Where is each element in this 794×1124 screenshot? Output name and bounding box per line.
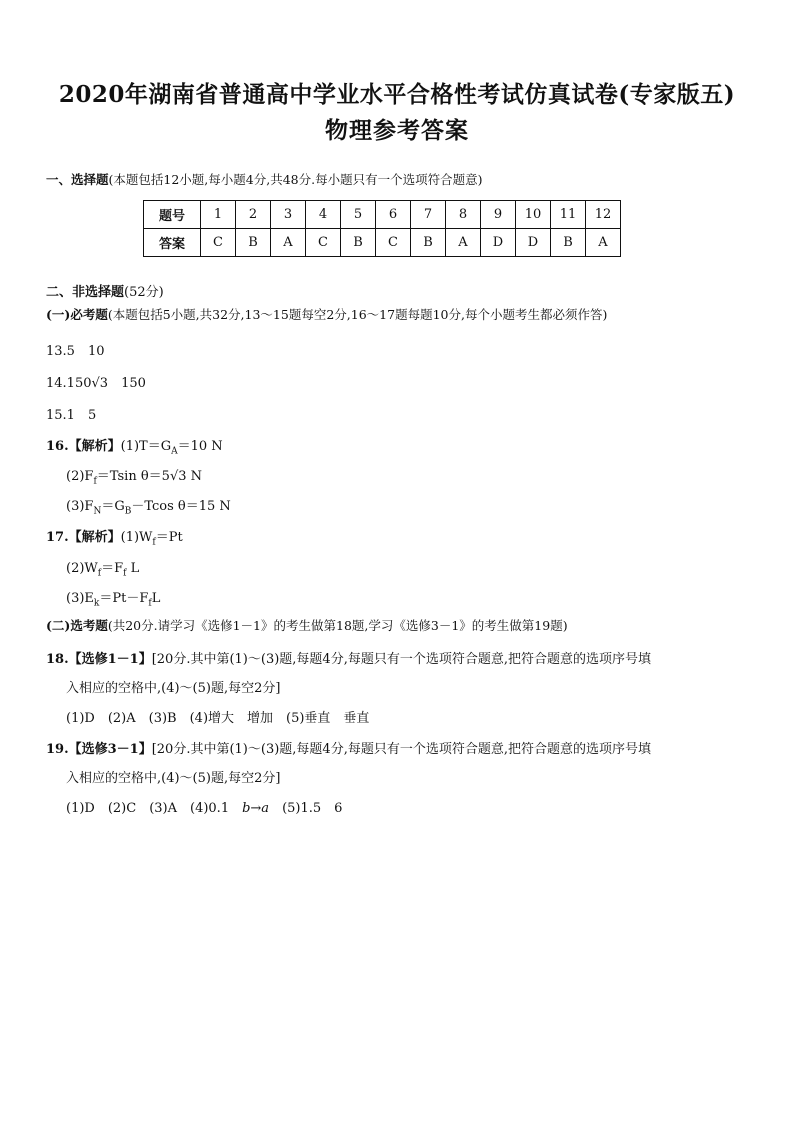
table-cell: C: [376, 229, 411, 257]
formula-subscript: f: [93, 476, 97, 487]
table-cell: 8: [446, 201, 481, 229]
answer-17-part3: [66, 587, 160, 609]
table-cell: D: [516, 229, 551, 257]
required-header: [46, 305, 607, 323]
answer-13: 13.5 10: [46, 344, 105, 359]
formula-subscript: f: [152, 537, 156, 548]
answer-key-title: 物理参考答案: [325, 117, 469, 144]
exam-title: 2020年湖南省普通高中学业水平合格性考试仿真试卷(专家版五): [58, 81, 736, 108]
table-cell: 7: [411, 201, 446, 229]
table-cell: B: [551, 229, 586, 257]
section1-header: [46, 170, 482, 188]
table-cell: 10: [516, 201, 551, 229]
answer-table: [143, 200, 621, 257]
table-row-numbers: [144, 201, 621, 229]
table-cell: 6: [376, 201, 411, 229]
formula-text: (3)F: [66, 499, 94, 514]
formula-text: ＝F: [101, 561, 124, 576]
formula-subscript: f: [148, 598, 152, 609]
answer-16-label: 16.【解析】: [46, 439, 121, 454]
answer-19-answers-a: (1)D (2)C (3)A (4)0.1: [66, 801, 243, 816]
formula-text: L: [126, 561, 140, 576]
section1-heading: 一、选择题: [46, 172, 109, 187]
table-cell: B: [411, 229, 446, 257]
answer-19-answers-b: (5)1.5 6: [269, 801, 343, 816]
table-header-number: 题号: [144, 201, 201, 229]
table-cell: B: [236, 229, 271, 257]
answer-19-desc: [20分.其中第(1)～(3)题,每题4分,每题只有一个选项符合题意,把符合题意的选项序号填: [151, 742, 651, 757]
elective-heading: (二)选考题: [46, 618, 108, 633]
answer-19-desc2: 入相应的空格中,(4)～(5)题,每空2分]: [66, 771, 281, 786]
answer-19-answers: [66, 797, 342, 816]
formula-text: －Tcos θ＝15 N: [131, 499, 231, 514]
answer-18-desc2: 入相应的空格中,(4)～(5)题,每空2分]: [66, 681, 281, 696]
answer-14-prefix: 14.150: [46, 376, 92, 391]
table-cell: 12: [586, 201, 621, 229]
answer-19-label: 19.【选修3－1】: [46, 742, 152, 757]
formula-subscript: f: [97, 568, 102, 579]
answer-18-label: 18.【选修1－1】: [46, 652, 152, 667]
table-cell: 11: [551, 201, 586, 229]
table-cell: 2: [236, 201, 271, 229]
formula-text: (1)W: [120, 530, 153, 545]
formula-subscript: B: [124, 506, 132, 517]
table-header-answer: 答案: [144, 229, 201, 257]
formula-text: (3)E: [66, 591, 94, 606]
table-cell: 9: [481, 201, 516, 229]
answer-17-part1: [46, 526, 183, 548]
formula-text: ＝G: [101, 499, 125, 514]
answer-16-part3: [66, 495, 231, 517]
table-cell: B: [341, 229, 376, 257]
section1-note: (本题包括12小题,每小题4分,共48分.每小题只有一个选项符合题意): [108, 172, 483, 187]
answer-16-part1: [46, 435, 223, 457]
section2-score: (52分): [124, 285, 164, 300]
answer-16-part2: [66, 465, 202, 487]
answer-19-direction: b→a: [242, 801, 270, 816]
table-cell: 4: [306, 201, 341, 229]
formula-text: (2)W: [66, 561, 98, 576]
formula-text: ＝10 N: [177, 439, 223, 454]
formula-text: ＝Tsin θ＝5√3 N: [96, 469, 203, 484]
formula-text: (2)F: [66, 469, 94, 484]
table-cell: 3: [271, 201, 306, 229]
formula-text: ＝Pt－F: [99, 591, 149, 606]
section2-header: [46, 281, 164, 300]
formula-text: L: [151, 591, 161, 606]
answer-17-label: 17.【解析】: [46, 530, 121, 545]
elective-header: [46, 616, 568, 634]
answer-17-part2: [66, 557, 139, 579]
table-cell: A: [271, 229, 306, 257]
table-cell: A: [586, 229, 621, 257]
answer-18-desc: [20分.其中第(1)～(3)题,每题4分,每题只有一个选项符合题意,把符合题意的选项序号填: [151, 652, 651, 667]
table-cell: A: [446, 229, 481, 257]
answer-19-desc1: [46, 738, 651, 757]
answer-15: 15.1 5: [46, 408, 97, 423]
table-cell: D: [481, 229, 516, 257]
formula-text: (1)T＝G: [120, 439, 172, 454]
formula-text: ＝Pt: [155, 530, 183, 545]
formula-subscript: A: [171, 446, 178, 457]
elective-note: (共20分.请学习《选修1－1》的考生做第18题,学习《选修3－1》的考生做第19题): [107, 618, 568, 633]
required-note: (本题包括5小题,共32分,13～15题每空2分,16～17题每题10分,每个小题考生都必须作答): [107, 307, 608, 322]
answer-14-root: √3: [91, 376, 109, 391]
answer-14: [46, 372, 146, 391]
required-heading: (一)必考题: [46, 307, 108, 322]
table-cell: 1: [201, 201, 236, 229]
formula-subscript: N: [93, 506, 102, 517]
table-row-answers: [144, 229, 621, 257]
section2-heading: 二、非选择题: [46, 285, 125, 300]
formula-subscript: k: [93, 598, 100, 609]
table-cell: 5: [341, 201, 376, 229]
answer-14-rest: 150: [108, 376, 146, 391]
answer-18-desc1: [46, 648, 651, 667]
answer-18-answers: (1)D (2)A (3)B (4)增大 增加 (5)垂直 垂直: [66, 711, 370, 726]
formula-subscript: f: [123, 568, 127, 579]
table-cell: C: [201, 229, 236, 257]
table-cell: C: [306, 229, 341, 257]
